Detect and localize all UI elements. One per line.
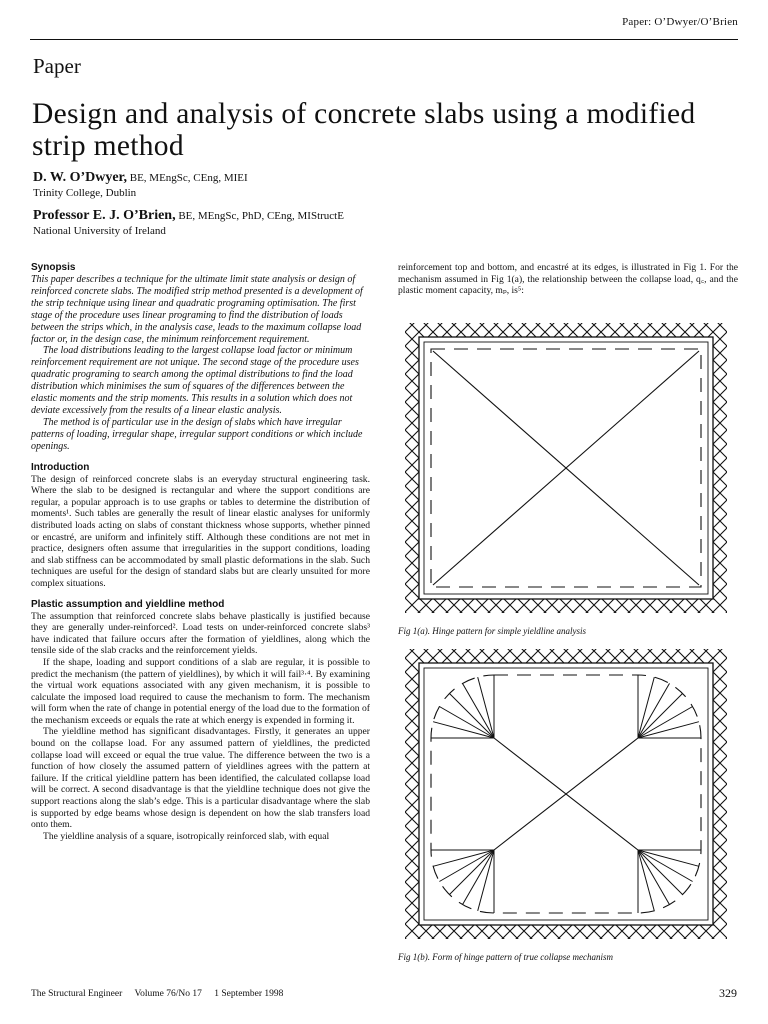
body-paragraph: reinforcement top and bottom, and encastré at its edges, is illustrated in Fig 1. For the mechanism assumed in Fig 1(a), the relationship between the collapse load, q꜀, and the plastic moment capacity, mₚ, is⁵: — [398, 262, 738, 297]
header-rule — [30, 39, 738, 40]
author-affiliation: National University of Ireland — [33, 225, 166, 237]
body-paragraph: If the shape, loading and support conditions of a slab are regular, it is possible to predict the mechanism (the pattern of yieldlines), by which it will fail³·⁴. By examining the virtual work equations associated with any given mechanism, it is possible to calculate the imposed load required to cause the mechanism to form. The mechanism will form when the rate of change in potential energy of the load due to the formation of the mechanism exceeds or equals the rate at which energy is expended in forming it. — [31, 656, 370, 726]
body-paragraph: The yieldline analysis of a square, isotropically reinforced slab, with equal — [43, 830, 330, 842]
paper-title: Design and analysis of concrete slabs using a modified strip method — [32, 98, 696, 162]
author-name: D. W. O’Dwyer, — [33, 170, 127, 185]
figure-1b — [398, 644, 738, 944]
synopsis — [31, 274, 370, 453]
author-block — [33, 208, 344, 237]
synopsis-paragraph: The method is of particular use in the design of slabs which have irregular patterns of loading, irregular shape, irregular support conditions or which include openings. — [31, 416, 363, 452]
left-column — [31, 262, 370, 842]
footer — [31, 989, 293, 999]
plastic-heading: Plastic assumption and yieldline method — [31, 598, 225, 610]
author-affiliation: Trinity College, Dublin — [33, 187, 137, 199]
synopsis-heading: Synopsis — [31, 262, 76, 273]
author-degrees: BE, MEngSc, PhD, CEng, MIStructE — [175, 210, 344, 222]
synopsis-paragraph: This paper describes a technique for the ultimate limit state analysis or design of reinforced concrete slabs. The modified strip method presented is a development of the strip technique using linear and quadratic programing optimisation. The first stage of the procedure uses linear programing to find the distribution of loads between the strips which, in the analysis case, leads to the maximum collapse load factor or, in the design case, the minimum reinforcement requirement. — [31, 274, 363, 345]
figure-1a — [398, 318, 738, 618]
body-paragraph: The assumption that reinforced concrete slabs behave plastically is justified because they are generally under-reinforced². Load tests on under-reinforced concrete slabs³ have indicated that failure occurs after the formation of yieldlines, along which the tensile side of the slab cracks and the reinforcement yields. — [31, 610, 370, 657]
figure-caption: Fig 1(b). Form of hinge pattern of true collapse mechanism — [398, 952, 613, 962]
section-label: Paper — [33, 54, 81, 78]
synopsis-paragraph: The load distributions leading to the largest collapse load factor or minimum reinforcement requirement are not unique. The second stage of the procedure uses quadratic programing to search among the optimal distributions to find the load distribution which minimises the sum of squares of the differences between the elastic moments and the strip moments. This results in a solution which does not deviate excessively from the results of a linear elastic analysis. — [31, 345, 359, 416]
introduction-heading: Introduction — [31, 461, 90, 473]
body-paragraph: The yieldline method has significant disadvantages. Firstly, it generates an upper bound on the collapse load. For any assumed pattern of yieldlines, the predicted collapse load will exceed or equal the true value. The difference between the two is a function of how closely the assumed pattern of yieldlines agrees with the pattern at failure. If the critical yieldline pattern has been identified, the calculated collapse load will be correct. A second disadvantage is that the yieldline technique does not give the support reactions along the slab’s edge. This is a particular disadvantage where the slab is supported by edge beams whose design is dependent on how the slab transfers load onto them. — [31, 726, 370, 831]
footer-journal: The Structural Engineer — [31, 989, 123, 999]
author-block — [33, 170, 248, 199]
author-degrees: BE, MEngSc, CEng, MIEI — [127, 172, 248, 184]
author-name: Professor E. J. O’Brien, — [33, 208, 176, 223]
footer-volume: Volume 76/No 17 — [134, 989, 202, 999]
page-number: 329 — [719, 986, 737, 1000]
figure-caption: Fig 1(a). Hinge pattern for simple yieldline analysis — [398, 626, 586, 636]
footer-date: 1 September 1998 — [214, 989, 284, 999]
running-head: Paper: O’Dwyer/O’Brien — [622, 16, 738, 28]
right-column — [398, 262, 738, 297]
body-paragraph: The design of reinforced concrete slabs is an everyday structural engineering task. Where the slab to be designed is rectangular and where the support conditions are regular, a popular approach is to use graphs or tables to determine the distribution of moments¹. Such tables are generally the result of linear elastic analyses for uniformly distributed loads acting on slabs of constant thickness whose supports, whether pinned or encastré, are uniform and infinitely stiff. Although these conditions are not met in practice, designers often assume that irregularities in the support conditions, loading and slab stiffness can be accommodated by small plastic deformations in the slab. Such techniques are useful for the design of standard slabs but are clearly unsuited for more complex situations. — [31, 473, 370, 589]
